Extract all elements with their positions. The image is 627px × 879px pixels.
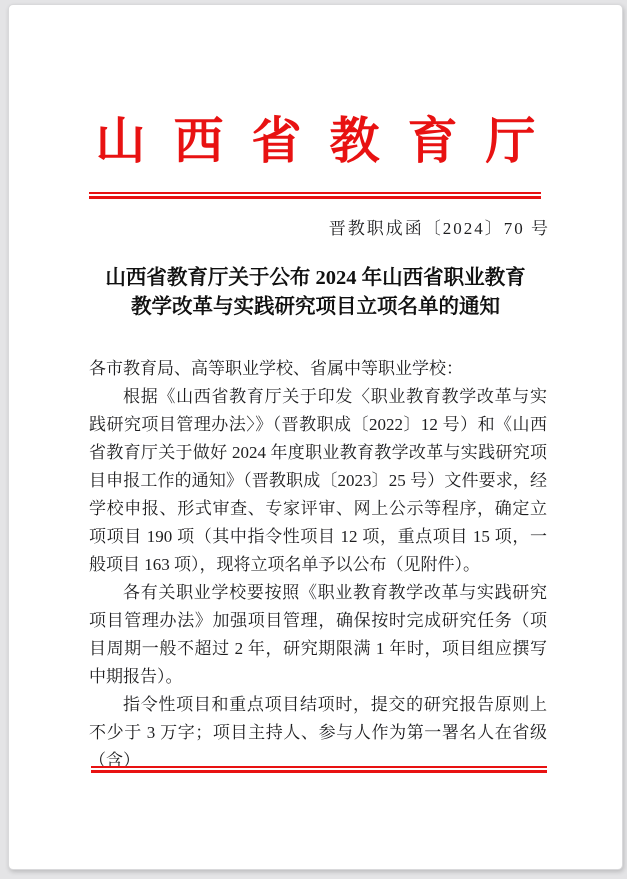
red-divider-top	[89, 192, 541, 199]
paragraph-1: 根据《山西省教育厅关于印发〈职业教育教学改革与实践研究项目管理办法〉》（晋教职成〔2022〕12 号）和《山西省教育厅关于做好 2024 年度职业教育教学改革与实践研究项目申报工作的通知》（晋教职成〔2023〕25 号）文件要求，经学校申报、形式审查、专家评审、网上公示等程序，确定立项项目 190 项（其中指令性项目 12 项，重点项目 15 项，一般项目 163 项），现将立项名单予以公布（见附件）。	[89, 387, 547, 574]
paragraph-3: 指令性项目和重点项目结项时，提交的研究报告原则上不少于 3 万字；项目主持人、参与人作为第一署名人在省级（含）	[89, 695, 547, 770]
document-title	[49, 264, 582, 321]
document-body	[89, 355, 547, 775]
doc-number: 晋教职成函〔2024〕70 号	[328, 219, 550, 238]
document-page	[8, 4, 623, 870]
salutation: 各市教育局、高等职业学校、省属中等职业学校：	[89, 359, 463, 378]
title-line-2: 教学改革与实践研究项目立项名单的通知	[131, 295, 500, 318]
red-divider-bottom	[91, 766, 547, 773]
title-line-1: 山西省教育厅关于公布 2024 年山西省职业教育	[105, 267, 526, 289]
agency-header: 山西省教育厅	[95, 113, 564, 169]
paragraph-2: 各有关职业学校要按照《职业教育教学改革与实践研究项目管理办法》加强项目管理，确保按时完成研究任务（项目周期一般不超过 2 年，研究期限满 1 年时，项目组应撰写中期报告）。	[89, 583, 547, 686]
